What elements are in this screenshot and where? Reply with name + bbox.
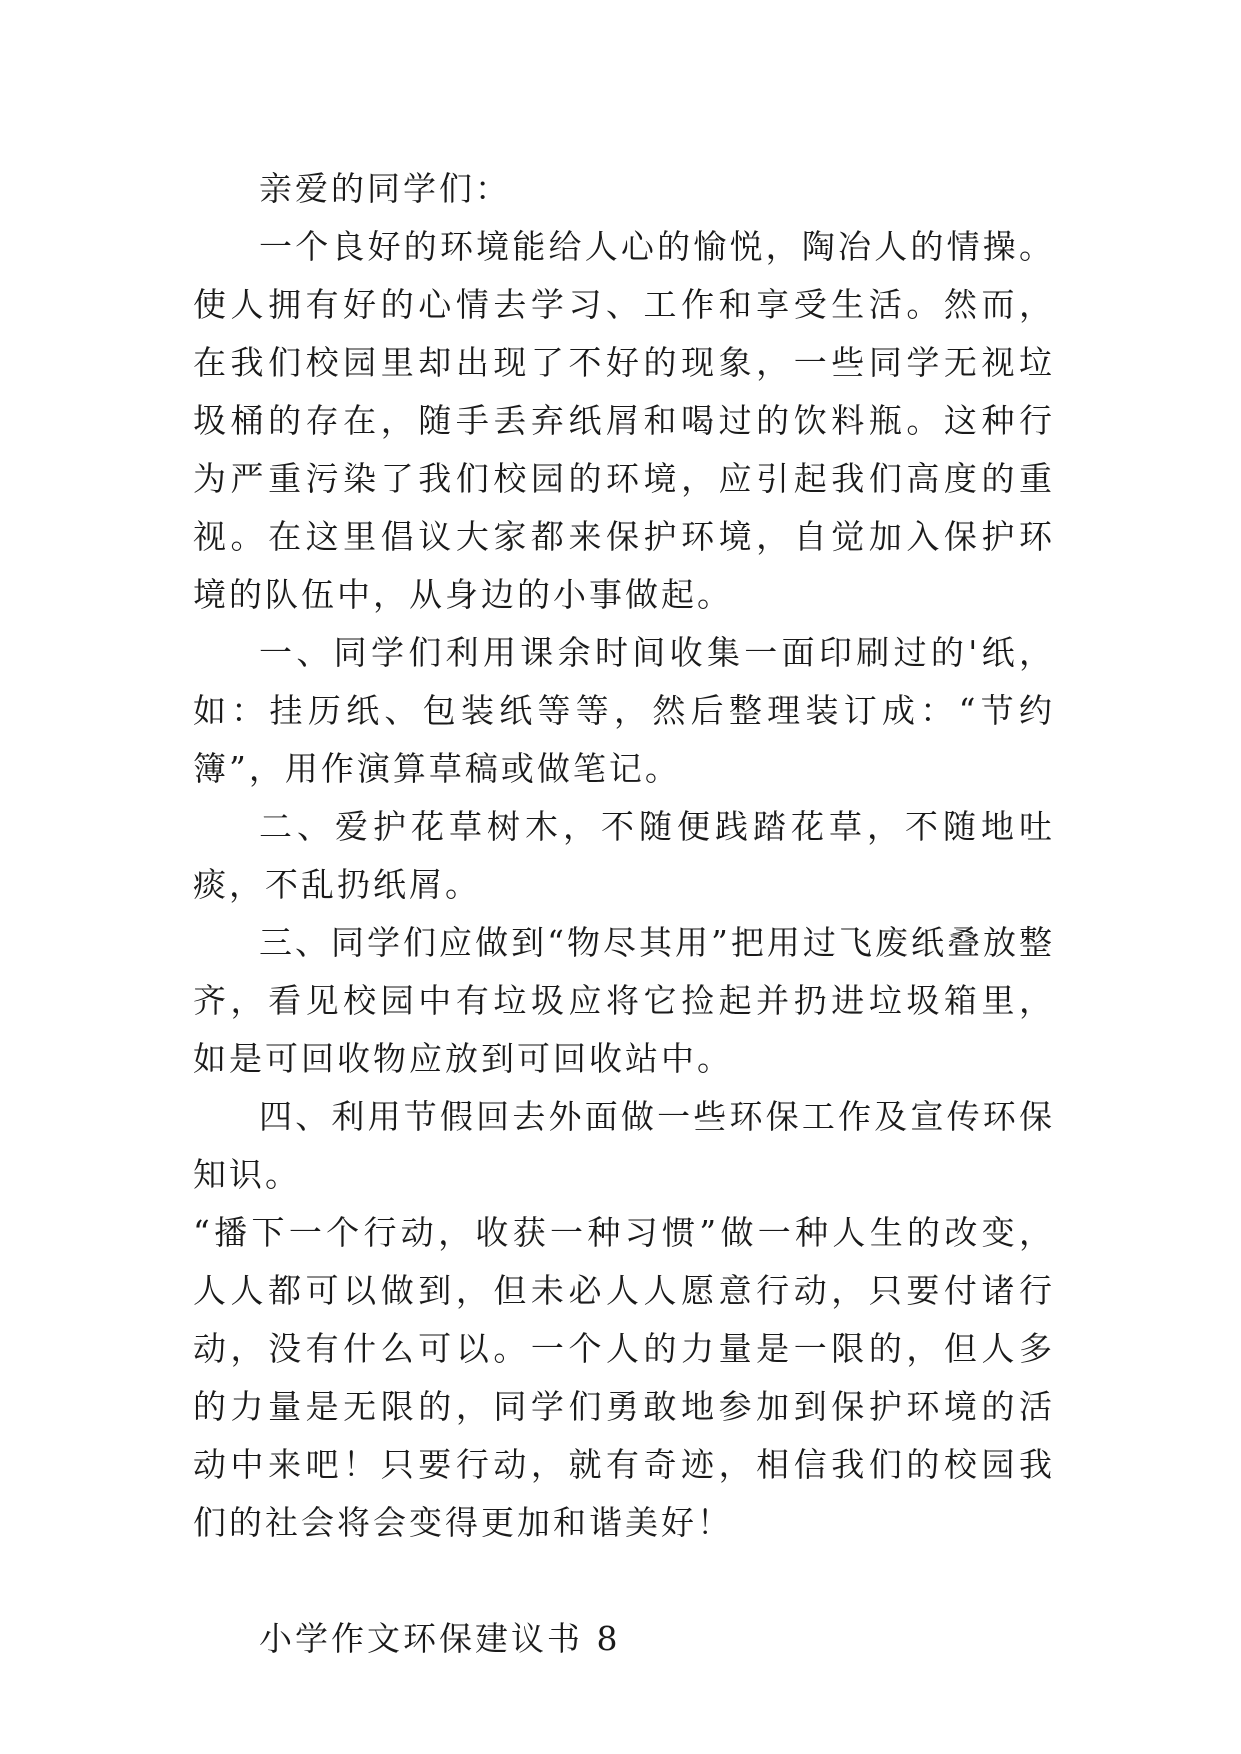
document-body <box>193 160 1055 1668</box>
paragraph-closing: “播下一个行动，收获一种习惯”做一种人生的改变，人人都可以做到，但未必人人愿意行动，只要付诸行动，没有什么可以。一个人的力量是一限的，但人多的力量是无限的，同学们勇敢地参加到保护环境的活动中来吧！只要行动，就有奇迹，相信我们的校园我们的社会将会变得更加和谐美好！ <box>193 1213 1055 1542</box>
salutation: 亲爱的同学们： <box>259 169 511 208</box>
paragraph-intro: 一个良好的环境能给人心的愉悦，陶冶人的情操。使人拥有好的心情去学习、工作和享受生活。然而，在我们校园里却出现了不好的现象，一些同学无视垃圾桶的存在，随手丢弃纸屑和喝过的饮料瓶。这种行为严重污染了我们校园的环境，应引起我们高度的重视。在这里倡议大家都来保护环境，自觉加入保护环境的队伍中，从身边的小事做起。 <box>193 227 1055 614</box>
paragraph-item-4: 四、利用节假回去外面做一些环保工作及宣传环保知识。 <box>193 1097 1055 1194</box>
paragraph-item-3: 三、同学们应做到“物尽其用”把用过飞废纸叠放整齐，看见校园中有垃圾应将它捡起并扔进垃圾箱里，如是可回收物应放到可回收站中。 <box>193 923 1055 1078</box>
next-section-title: 小学作文环保建议书 8 <box>259 1619 621 1658</box>
paragraph-item-2: 二、爱护花草树木，不随便践踏花草，不随地吐痰，不乱扔纸屑。 <box>193 807 1055 904</box>
paragraph-item-1: 一、同学们利用课余时间收集一面印刷过的'纸，如：挂历纸、包装纸等等，然后整理装订成：“节约簿”，用作演算草稿或做笔记。 <box>193 633 1055 788</box>
section-gap <box>193 1552 1055 1610</box>
